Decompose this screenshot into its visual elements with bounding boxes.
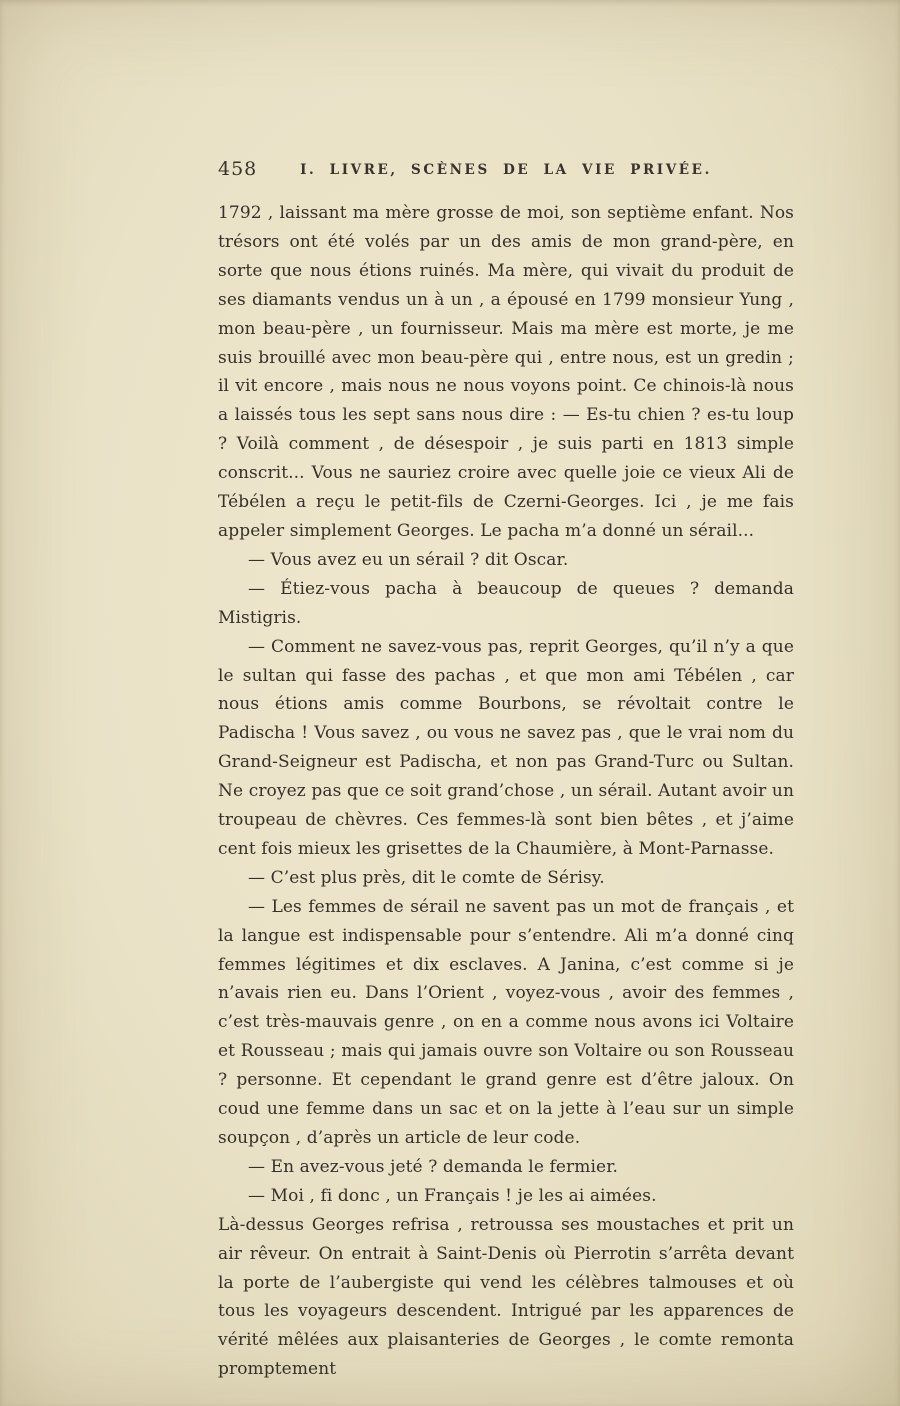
- paragraph: — Comment ne savez-vous pas, reprit Georges, qu’il n’y a que le sultan qui fasse des pachas , et que mon ami Tébélen , car nous étions amis comme Bourbons, se révoltait contre le Padischa ! Vous savez , ou vous ne savez pas , que le vrai nom du Grand-Seigneur est Padischa, et non pas Grand-Turc ou Sultan. Ne croyez pas que ce soit grand’chose , un sérail. Autant avoir un troupeau de chèvres. Ces femmes-là sont bien bêtes , et j’aime cent fois mieux les grisettes de la Chaumière, à Mont-Parnasse.: [218, 636, 794, 859]
- running-title: I. LIVRE, SCÈNES DE LA VIE PRIVÉE.: [300, 162, 712, 178]
- paragraph: — Vous avez eu un sérail ? dit Oscar.: [248, 549, 569, 570]
- page-header: [218, 156, 794, 188]
- paragraph: — En avez-vous jeté ? demanda le fermier.: [248, 1156, 619, 1177]
- paragraph: — Moi , fi donc , un Français ! je les ai aimées.: [248, 1185, 657, 1206]
- paragraph: Là-dessus Georges refrisa , retroussa ses moustaches et prit un air rêveur. On entrait à Saint-Denis où Pierrotin s’arrêta devant la porte de l’aubergiste qui vend les célèbres talmouses et où tous les voyageurs descendent. Intrigué par les apparences de vérité mêlées aux plaisanteries de Georges , le comte remonta promptement: [218, 1214, 794, 1380]
- paragraph: — Les femmes de sérail ne savent pas un mot de français , et la langue est indispensable pour s’entendre. Ali m’a donné cinq femmes légitimes et dix esclaves. A Janina, c’est comme si je n’avais rien eu. Dans l’Orient , voyez-vous , avoir des femmes , c’est très-mauvais genre , on en a comme nous avons ici Voltaire et Rousseau ; mais qui jamais ouvre son Voltaire ou son Rousseau ? personne. Et cependant le grand genre est d’être jaloux. On coud une femme dans un sac et on la jette à l’eau sur un simple soupçon , d’après un article de leur code.: [218, 896, 794, 1148]
- text-block: [218, 156, 794, 1384]
- page-body: [218, 199, 794, 1384]
- paragraph: — Étiez-vous pacha à beaucoup de queues ? demanda Mistigris.: [218, 578, 794, 628]
- paragraph: — C’est plus près, dit le comte de Sérisy.: [248, 867, 605, 888]
- page-number: 458: [218, 158, 258, 180]
- paragraph: 1792 , laissant ma mère grosse de moi, son septième enfant. Nos trésors ont été volés par un des amis de mon grand-père, en sorte que nous étions ruinés. Ma mère, qui vivait du produit de ses diamants vendus un à un , a épousé en 1799 monsieur Yung , mon beau-père , un fournisseur. Mais ma mère est morte, je me suis brouillé avec mon beau-père qui , entre nous, est un gredin ; il vit encore , mais nous ne nous voyons point. Ce chinois-là nous a laissés tous les sept sans nous dire : — Es-tu chien ? es-tu loup ? Voilà comment , de désespoir , je suis parti en 1813 simple conscrit... Vous ne sauriez croire avec quelle joie ce vieux Ali de Tébélen a reçu le petit-fils de Czerni-Georges. Ici , je me fais appeler simplement Georges. Le pacha m’a donné un sérail...: [218, 203, 794, 541]
